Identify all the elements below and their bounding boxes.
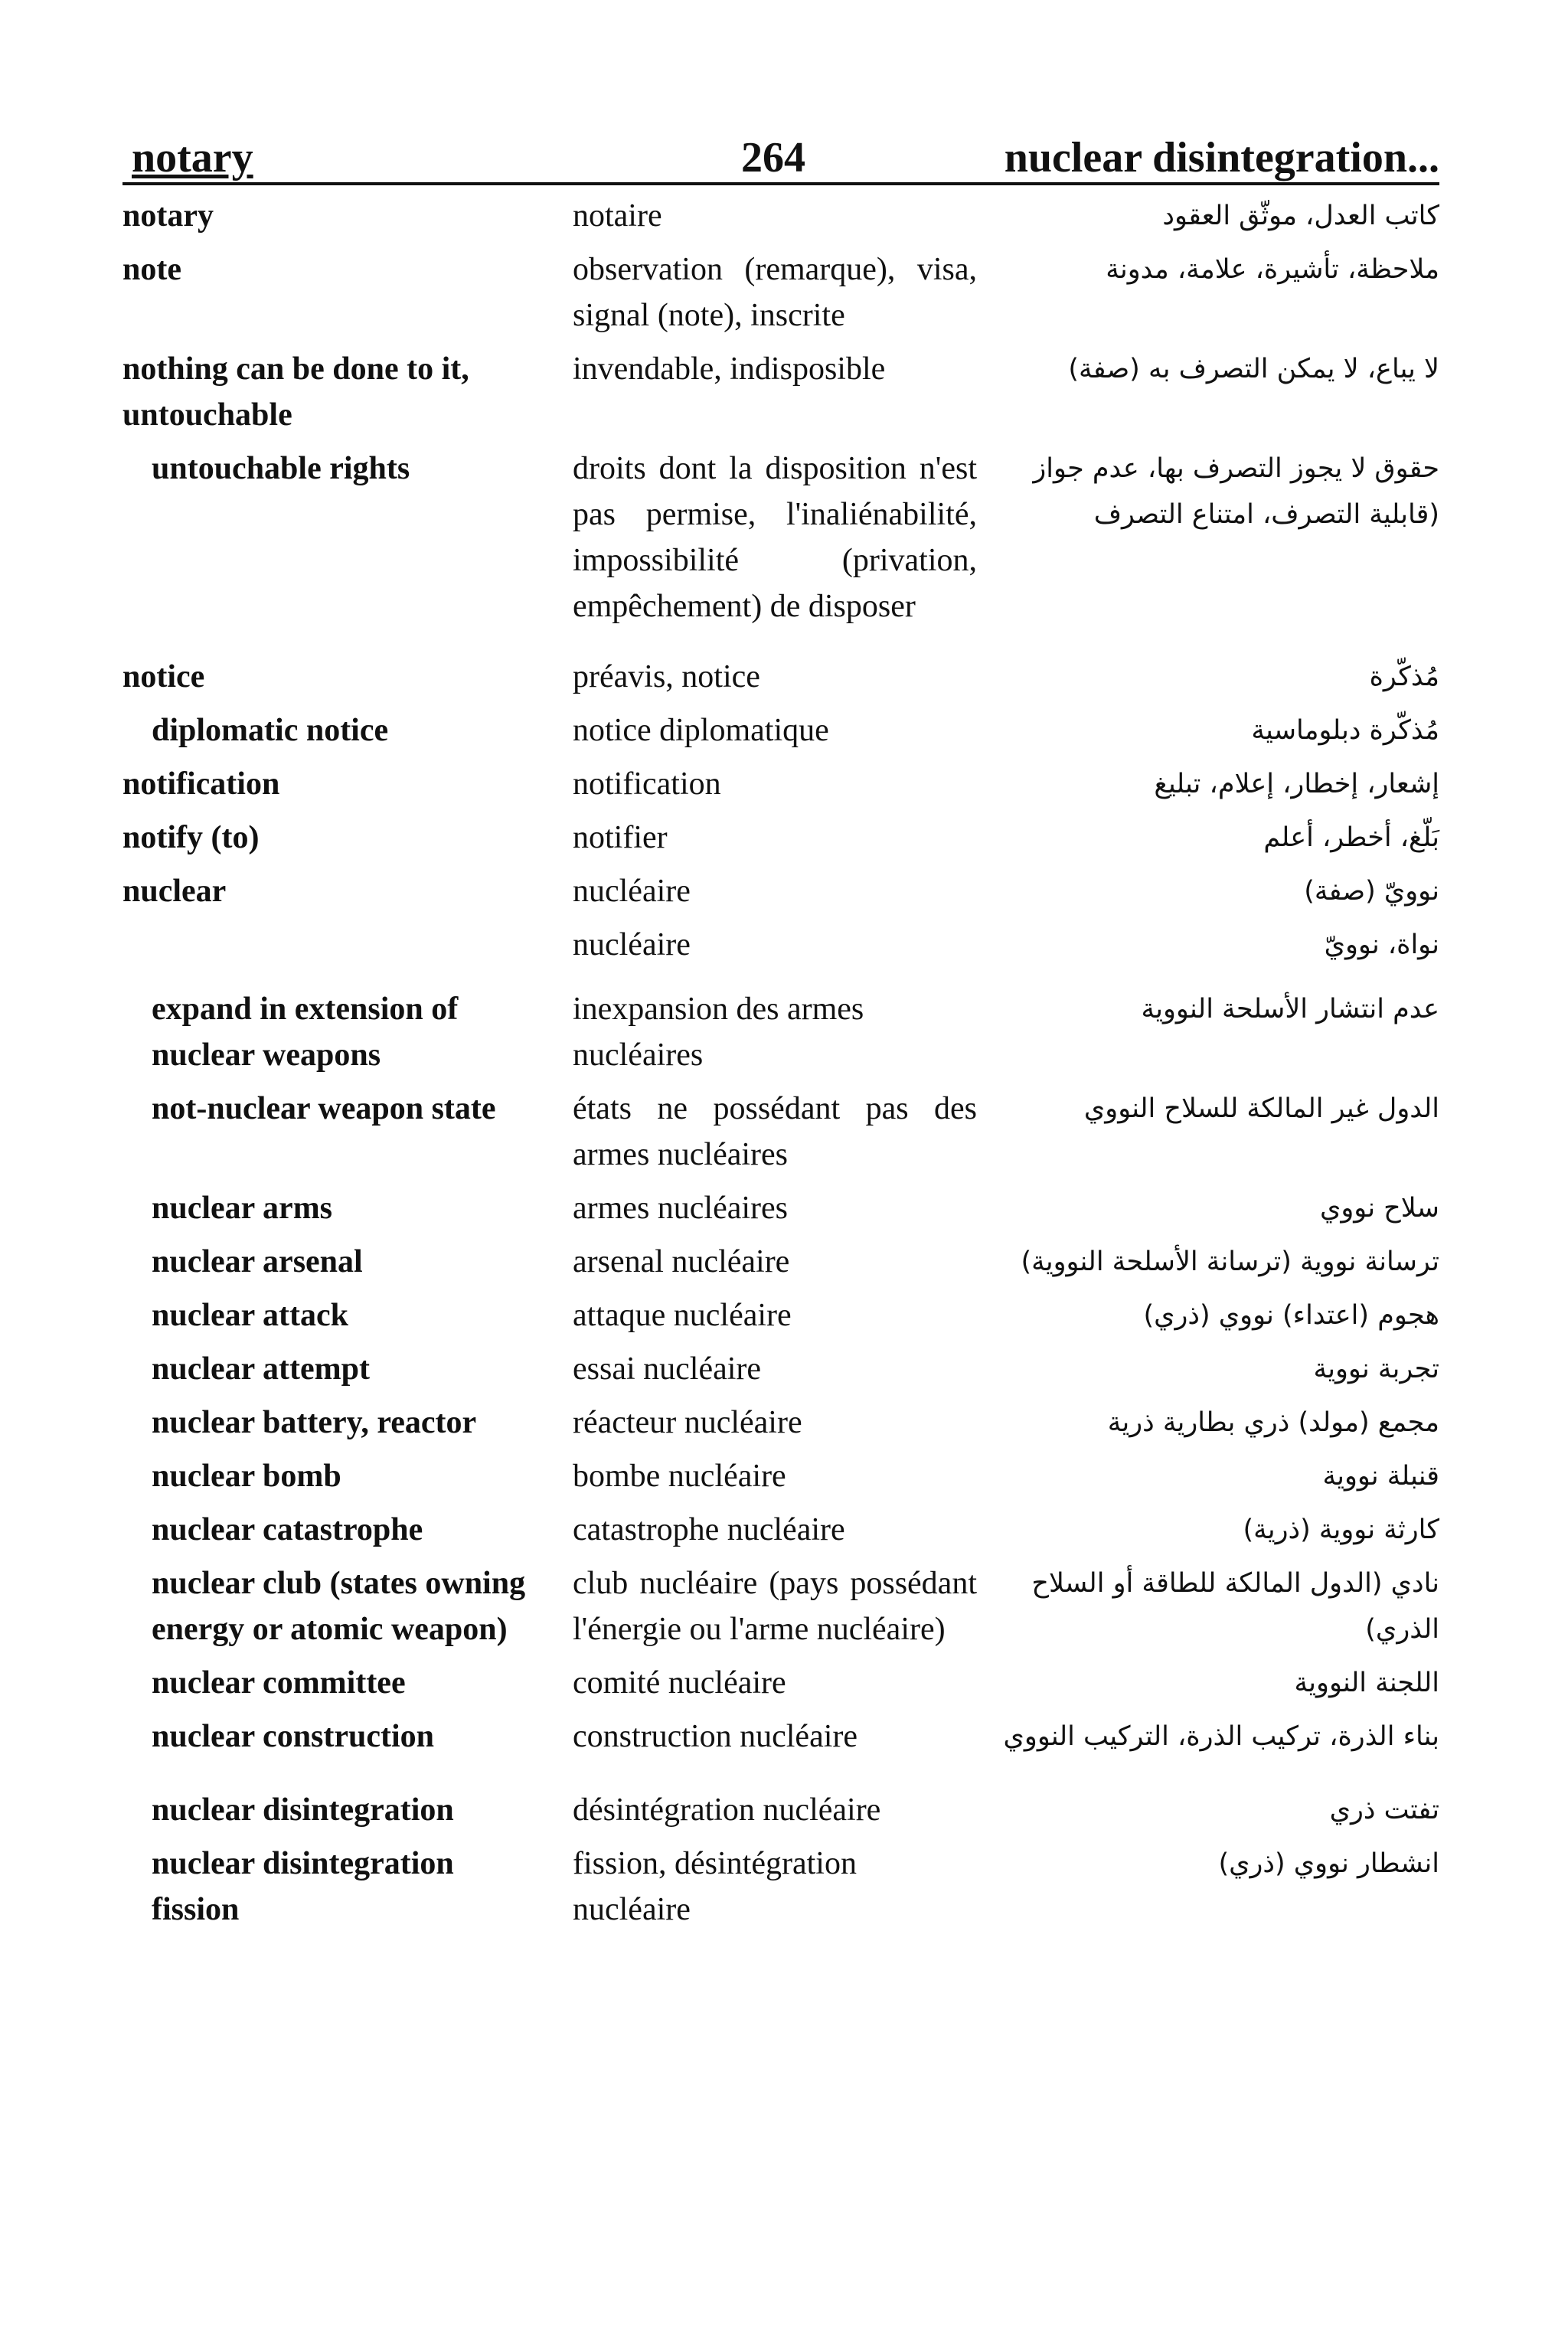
arabic-translation: نادي (الدول المالكة للطاقة أو السلاح الذري) xyxy=(1031,1568,1439,1645)
english-term: nuclear xyxy=(122,874,227,909)
french-translation: comité nucléaire xyxy=(573,1665,786,1701)
french-translation: états ne possédant pas des armes nucléaires xyxy=(573,1091,977,1172)
dictionary-entry xyxy=(122,1400,1439,1446)
english-term: note xyxy=(122,252,181,287)
arabic-translation: نواة، نوويّ xyxy=(1324,930,1439,960)
french-translation: bombe nucléaire xyxy=(573,1459,786,1494)
dictionary-entry xyxy=(122,1086,1439,1178)
french-translation: fission, désintégration nucléaire xyxy=(573,1846,857,1927)
page-header xyxy=(122,123,1439,185)
entry-list xyxy=(122,193,1439,1933)
dictionary-entry xyxy=(122,1787,1439,1833)
arabic-translation: لا يباع، لا يمكن التصرف به (صفة) xyxy=(1068,354,1439,384)
dictionary-entry xyxy=(122,1560,1439,1652)
dictionary-entry xyxy=(122,1346,1439,1392)
arabic-translation: كاتب العدل، موثّق العقود xyxy=(1162,201,1439,231)
arabic-translation: عدم انتشار الأسلحة النووية xyxy=(1141,994,1439,1024)
french-translation: préavis, notice xyxy=(573,659,760,694)
dictionary-entry xyxy=(122,247,1439,338)
dictionary-entry xyxy=(122,815,1439,861)
english-term: notification xyxy=(122,766,280,802)
french-translation: droits dont la disposition n'est pas permise, l'inaliénabilité, impossibilité (privation, empêchement) de disposer xyxy=(573,451,977,624)
english-term: nuclear battery, reactor xyxy=(152,1405,477,1440)
french-translation: catastrophe nucléaire xyxy=(573,1512,845,1547)
arabic-translation: نوويّ (صفة) xyxy=(1304,876,1439,907)
dictionary-entry xyxy=(122,193,1439,239)
french-translation: invendable, indisposible xyxy=(573,351,886,387)
english-term: nuclear disintegration xyxy=(152,1792,454,1828)
english-term: nuclear club (states owning energy or atomic weapon) xyxy=(152,1566,526,1647)
dictionary-entry xyxy=(122,1453,1439,1499)
arabic-translation: الدول غير المالكة للسلاح النووي xyxy=(1083,1093,1439,1124)
french-translation: notification xyxy=(573,766,721,802)
dictionary-entry xyxy=(122,1507,1439,1553)
english-term: not-nuclear weapon state xyxy=(152,1091,496,1126)
dictionary-entry xyxy=(122,868,1439,914)
dictionary-entry xyxy=(122,1841,1439,1933)
french-translation: essai nucléaire xyxy=(573,1351,762,1387)
dictionary-entry xyxy=(122,446,1439,629)
header-last-word: nuclear disintegration... xyxy=(1004,134,1439,181)
dictionary-entry xyxy=(122,654,1439,700)
arabic-translation: ملاحظة، تأشيرة، علامة، مدونة xyxy=(1106,254,1439,285)
arabic-translation: مُذكّرة دبلوماسية xyxy=(1251,715,1439,746)
dictionary-page xyxy=(122,123,1439,1933)
dictionary-entry xyxy=(122,707,1439,753)
french-translation: armes nucléaires xyxy=(573,1191,789,1226)
french-translation: réacteur nucléaire xyxy=(573,1405,802,1440)
arabic-translation: بَلّغ، أخطر، أعلم xyxy=(1263,822,1439,853)
french-translation: nucléaire xyxy=(573,874,691,909)
french-translation: désintégration nucléaire xyxy=(573,1792,881,1828)
dictionary-entry xyxy=(122,922,1439,968)
page-number: 264 xyxy=(741,134,805,181)
arabic-translation: تفتت ذري xyxy=(1329,1795,1439,1825)
arabic-translation: سلاح نووي xyxy=(1319,1193,1439,1224)
french-translation: construction nucléaire xyxy=(573,1719,858,1754)
english-term: nuclear bomb xyxy=(152,1459,341,1494)
english-term: notice xyxy=(122,659,205,694)
dictionary-entry xyxy=(122,1292,1439,1338)
english-term: nuclear arsenal xyxy=(152,1244,363,1279)
english-term: nuclear arms xyxy=(152,1191,333,1226)
dictionary-entry xyxy=(122,1239,1439,1285)
french-translation: attaque nucléaire xyxy=(573,1298,792,1333)
english-term: nuclear construction xyxy=(152,1719,435,1754)
arabic-translation: هجوم (اعتداء) نووي (ذري) xyxy=(1143,1300,1439,1331)
english-term: nuclear attempt xyxy=(152,1351,370,1387)
dictionary-entry xyxy=(122,761,1439,807)
arabic-translation: ترسانة نووية (ترسانة الأسلحة النووية) xyxy=(1021,1247,1439,1277)
dictionary-entry xyxy=(122,1714,1439,1760)
header-first-word: notary xyxy=(132,134,253,181)
english-term: notify (to) xyxy=(122,820,260,855)
arabic-translation: قنبلة نووية xyxy=(1322,1461,1439,1492)
dictionary-entry xyxy=(122,1660,1439,1706)
dictionary-entry xyxy=(122,1185,1439,1231)
arabic-translation: مُذكّرة xyxy=(1369,662,1439,692)
arabic-translation: إشعار، إخطار، إعلام، تبليغ xyxy=(1154,769,1439,799)
arabic-translation: حقوق لا يجوز التصرف بها، عدم جواز (قابلية التصرف، امتناع التصرف xyxy=(1033,453,1439,530)
arabic-translation: اللجنة النووية xyxy=(1294,1668,1439,1698)
arabic-translation: انشطار نووي (ذري) xyxy=(1218,1848,1439,1879)
english-term: nothing can be done to it, untouchable xyxy=(122,351,469,433)
arabic-translation: تجربة نووية xyxy=(1313,1354,1439,1384)
english-term: notary xyxy=(122,198,214,234)
french-translation: inexpansion des armes nucléaires xyxy=(573,992,864,1073)
french-translation: club nucléaire (pays possédant l'énergie ou l'arme nucléaire) xyxy=(573,1566,977,1647)
french-translation: notice diplomatique xyxy=(573,713,829,748)
arabic-translation: كارثة نووية (ذرية) xyxy=(1243,1514,1439,1545)
english-term: untouchable rights xyxy=(152,451,410,486)
french-translation: notaire xyxy=(573,198,662,234)
dictionary-entry xyxy=(122,986,1439,1078)
french-translation: notifier xyxy=(573,820,668,855)
french-translation: observation (remarque), visa, signal (note), inscrite xyxy=(573,252,977,333)
english-term: nuclear committee xyxy=(152,1665,406,1701)
english-term: expand in extension of nuclear weapons xyxy=(152,992,459,1073)
english-term: nuclear disintegration fission xyxy=(152,1846,454,1927)
french-translation: arsenal nucléaire xyxy=(573,1244,790,1279)
arabic-translation: بناء الذرة، تركيب الذرة، التركيب النووي xyxy=(1003,1721,1439,1752)
dictionary-entry xyxy=(122,346,1439,438)
arabic-translation: مجمع (مولد) ذري بطارية ذرية xyxy=(1107,1407,1439,1438)
english-term: nuclear attack xyxy=(152,1298,349,1333)
english-term: diplomatic notice xyxy=(152,713,389,748)
english-term: nuclear catastrophe xyxy=(152,1512,423,1547)
french-translation: nucléaire xyxy=(573,927,691,962)
